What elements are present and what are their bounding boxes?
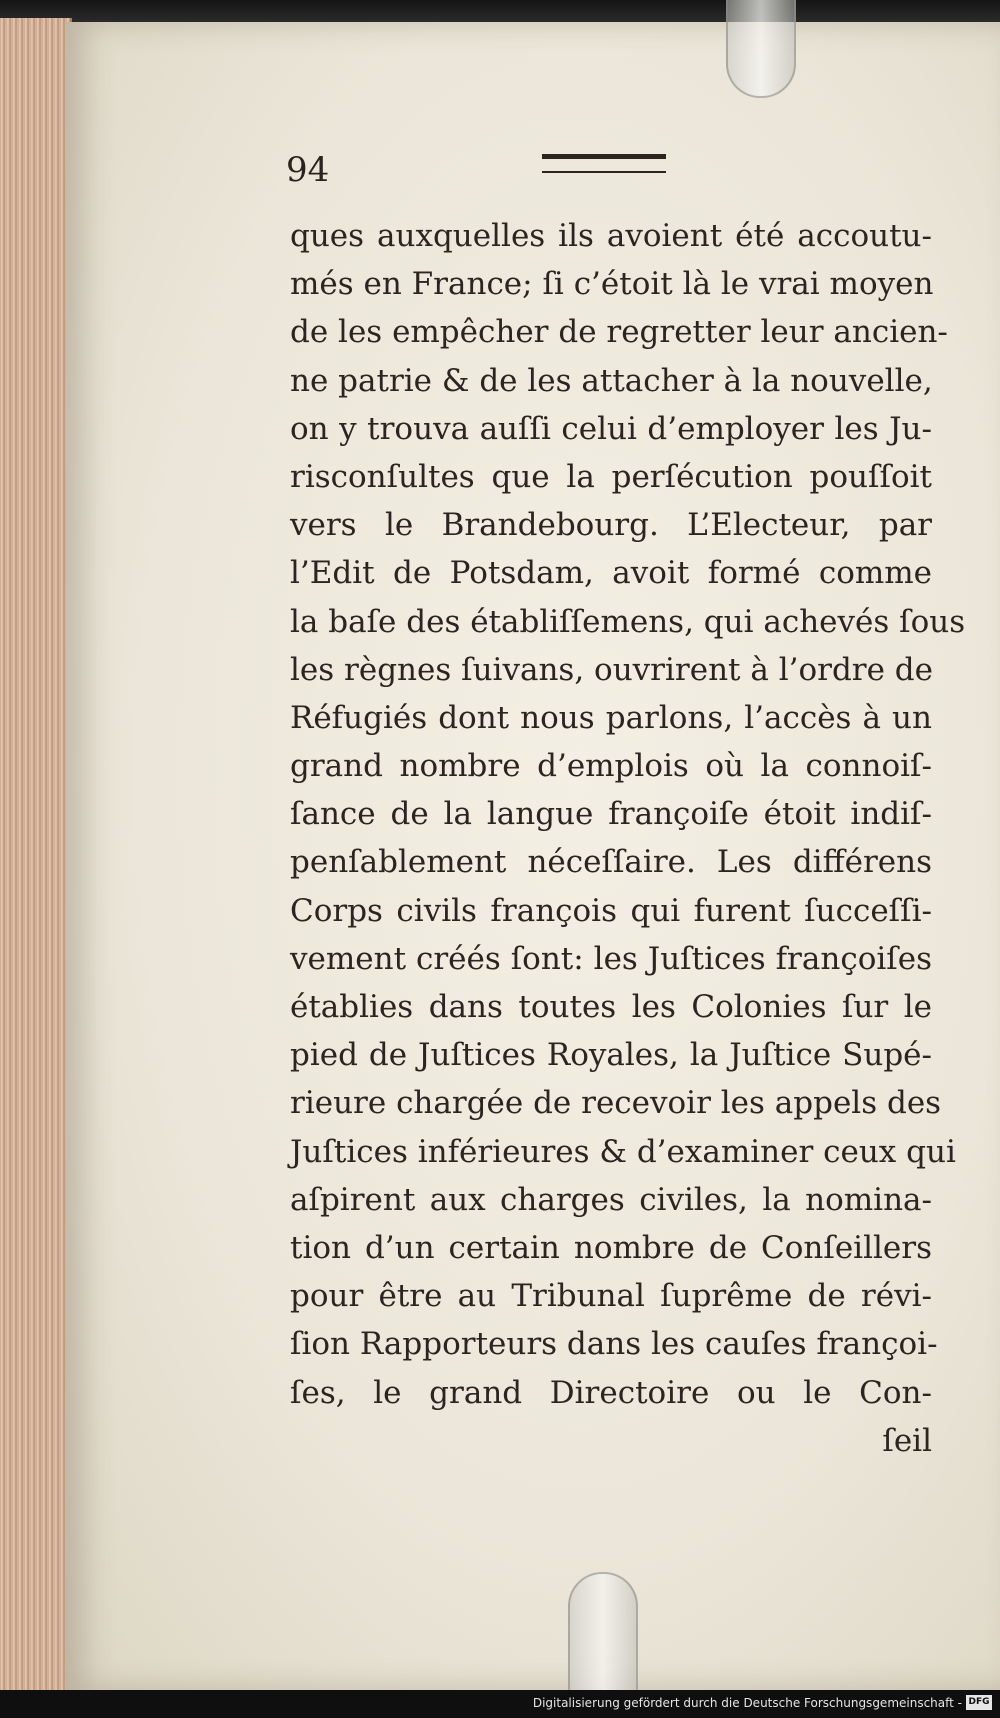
text-line: on y trouva auſſi celui d’employer les Ju- (290, 410, 932, 447)
text-line: ſes, le grand Directoire ou le Con- (290, 1374, 932, 1411)
digitization-footer (0, 1690, 1000, 1718)
text-line: més en France; ſi c’étoit là le vrai moyen (290, 266, 934, 303)
body-text (290, 212, 966, 1465)
text-line: ques auxquelles ils avoient été accoutu- (290, 218, 932, 254)
text-line: ne patrie & de les attacher à la nouvelle, (290, 362, 933, 399)
text-line: l’Edit de Potsdam, avoit formé comme (290, 555, 932, 592)
text-line: penſablement néceſſaire. Les différens (290, 844, 932, 881)
book-page-edges (0, 18, 72, 1698)
dfg-logo: DFG (966, 1695, 992, 1710)
text-line: ſance de la langue françoiſe étoit indiſ- (290, 796, 932, 833)
text-line: aſpirent aux charges civiles, la nomina- (290, 1181, 932, 1218)
header-rule-ornament (542, 154, 666, 173)
catchword: ſeil (882, 1422, 932, 1459)
text-line: Réfugiés dont nous parlons, l’accès à un (290, 699, 932, 736)
text-line: de les empêcher de regretter leur ancien- (290, 314, 948, 351)
text-line: risconſultes que la perſécution pouſſoit (290, 458, 932, 495)
text-line: vement créés ſont: les Juſtices françoiſes (290, 940, 932, 977)
text-line: rieure chargée de recevoir les appels des (290, 1085, 942, 1122)
running-head (286, 150, 676, 200)
text-line: Corps civils françois qui furent ſucceſſi- (290, 892, 932, 929)
text-line: Juſtices inférieures & d’examiner ceux qui (290, 1133, 956, 1170)
text-line: grand nombre d’emplois où la connoiſ- (290, 748, 932, 785)
text-line: vers le Brandebourg. L’Electeur, par (290, 507, 932, 544)
dfg-credit: Digitalisierung gefördert durch die Deutsche Forschungsgemeinschaft - (532, 1696, 962, 1710)
text-line: tion d’un certain nombre de Conſeillers (290, 1229, 932, 1266)
text-line: pied de Juſtices Royales, la Juſtice Supé- (290, 1037, 932, 1074)
page-clip-top (726, 0, 796, 98)
text-line: ſion Rapporteurs dans les cauſes françoi- (290, 1326, 938, 1363)
text-line: la baſe des établiſſemens, qui achevés ſous (290, 603, 966, 640)
scanner-top-strip (0, 0, 1000, 22)
text-line: les règnes ſuivans, ouvrirent à l’ordre de (290, 651, 933, 688)
text-line: établies dans toutes les Colonies ſur le (290, 989, 932, 1025)
page-number: 94 (286, 150, 330, 190)
text-line: pour être au Tribunal ſuprême de révi- (290, 1278, 932, 1315)
